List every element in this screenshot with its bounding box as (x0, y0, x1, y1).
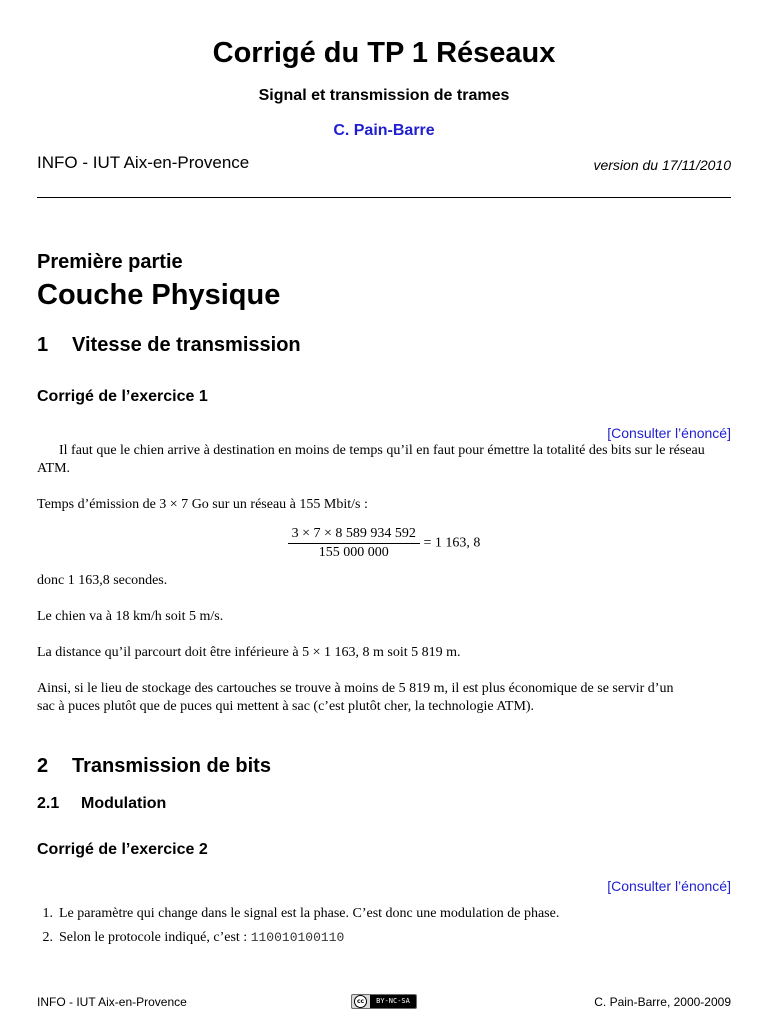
section-2-number: 2 (37, 755, 49, 777)
subsection-number: 2.1 (37, 795, 60, 812)
section-1-heading (37, 333, 301, 357)
answer-list (37, 905, 731, 953)
consult-link-1[interactable]: [Consulter l’énoncé] (607, 425, 731, 441)
list-item: 1. Le paramètre qui change dans le signal est la phase. C’est donc une modulation de phase. (42, 906, 560, 921)
section-2-title: Transmission de bits (72, 755, 271, 777)
bit-sequence: 110010100110 (250, 930, 345, 945)
equation-denominator: 155 000 000 (318, 545, 389, 560)
header-divider (37, 197, 731, 198)
equation-1 (0, 526, 768, 561)
page-subtitle: Signal et transmission de trames (258, 87, 510, 104)
paragraph-4: Le chien va à 18 km/h soit 5 m/s. (37, 609, 224, 624)
part-label: Première partie (37, 251, 183, 273)
footer-right: C. Pain-Barre, 2000-2009 (594, 995, 731, 1009)
paragraph-5: La distance qu’il parcourt doit être inférieure à 5 × 1 163, 8 m soit 5 819 m. (37, 645, 461, 660)
section-1-title: Vitesse de transmission (72, 334, 301, 356)
paragraph-6: Ainsi, si le lieu de stockage des cartouches se trouve à moins de 5 819 m, il est plus économique de se servir d’un sac à puces plutôt que de puces qui mettent à sac (c’est plutôt cher, la technologie ATM). (37, 681, 674, 714)
section-1-number: 1 (37, 334, 49, 356)
exercise-1-title: Corrigé de l’exercice 1 (37, 388, 208, 405)
license-badge[interactable] (351, 994, 417, 1009)
page-title: Corrigé du TP 1 Réseaux (212, 37, 556, 69)
equation-fraction (288, 526, 420, 561)
list-item: 2. Selon le protocole indiqué, c’est : 110010100110 (42, 930, 345, 945)
part-title: Couche Physique (37, 279, 281, 311)
author-link[interactable]: C. Pain-Barre (333, 122, 435, 139)
equation-result: = 1 163, 8 (423, 535, 481, 551)
math-inline: 3 × 7 (159, 497, 189, 512)
equation-numerator: 3 × 7 × 8 589 934 592 (288, 526, 420, 544)
version-date: version du 17/11/2010 (593, 157, 731, 173)
paragraph-3: donc 1 163,8 secondes. (37, 573, 168, 588)
subsection-title: Modulation (81, 795, 167, 812)
license-badge-text: BY-NC-SA (370, 995, 416, 1008)
exercise-2-title: Corrigé de l’exercice 2 (37, 841, 208, 858)
section-2-heading (37, 754, 271, 778)
paragraph-2: Temps d’émission de 3 × 7 Go sur un réseau à 155 Mbit/s : (37, 497, 368, 512)
subsection-2-1-heading (37, 794, 166, 814)
consult-link-2[interactable]: [Consulter l’énoncé] (607, 878, 731, 894)
institution: INFO - IUT Aix-en-Provence (37, 153, 250, 172)
cc-icon: cc (354, 995, 367, 1008)
footer-left: INFO - IUT Aix-en-Provence (37, 995, 187, 1009)
paragraph-1: Il faut que le chien arrive à destination en moins de temps qu’il en faut pour émettre la totalité des bits sur le réseau ATM. (37, 443, 705, 476)
